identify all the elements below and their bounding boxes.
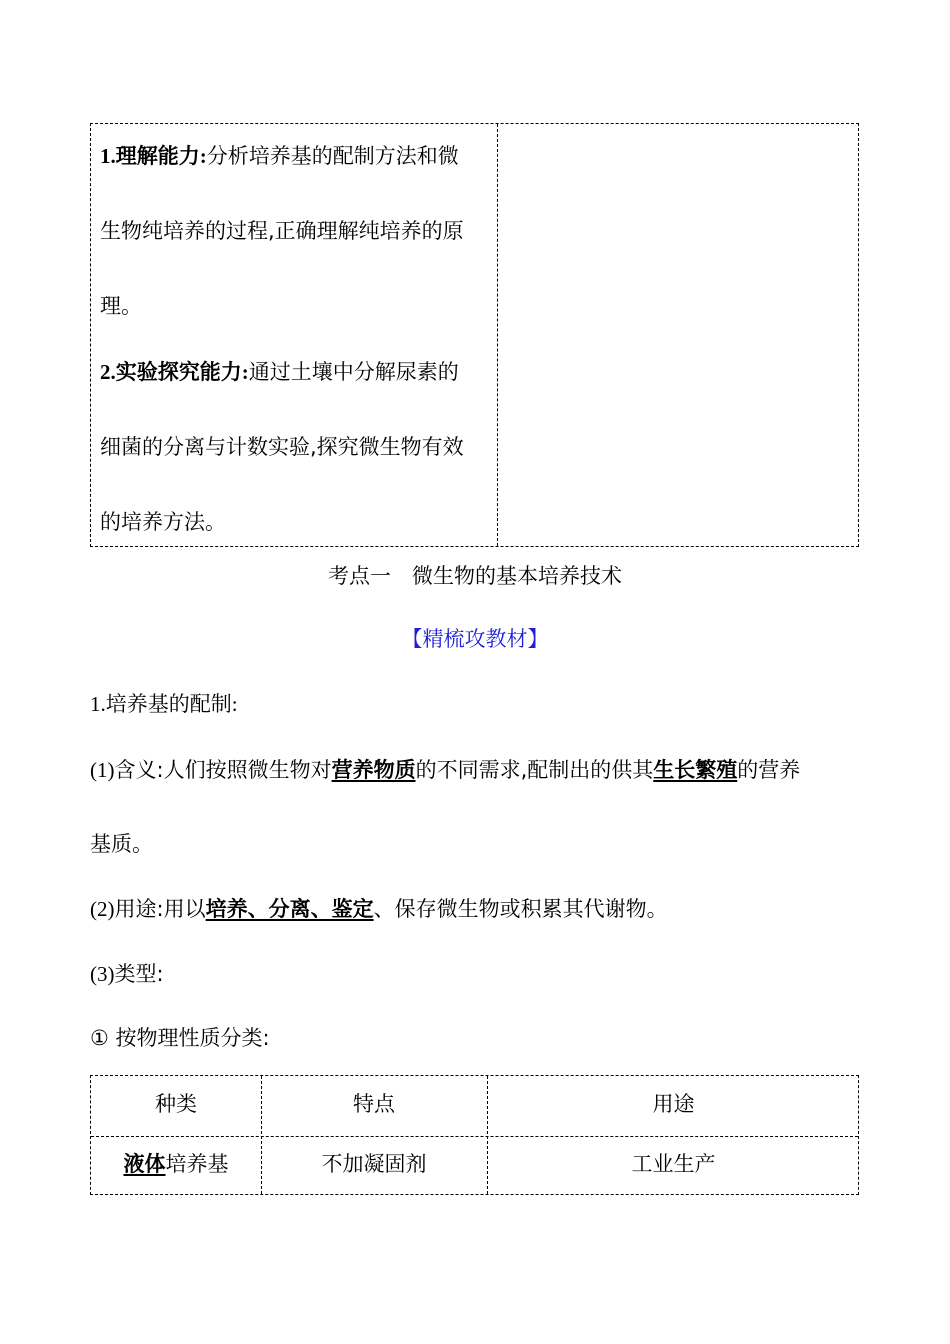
para-1: 1.培养基的配制:: [90, 692, 238, 716]
header-kind: 种类: [155, 1092, 197, 1116]
ability-2-line-2: 细菌的分离与计数实验,探究微生物有效: [100, 435, 464, 459]
para-5: ① 按物理性质分类:: [90, 1026, 270, 1050]
table-divider: [497, 124, 498, 546]
ability-1-line-2: 生物纯培养的过程,正确理解纯培养的原: [100, 219, 464, 243]
ability-2-line-1: 2.实验探究能力:通过土壤中分解尿素的: [100, 360, 459, 384]
para-4: (3)类型:: [90, 962, 164, 986]
cell-feature: 不加凝固剂: [321, 1152, 427, 1176]
keyword-uses: 培养、分离、鉴定: [205, 897, 374, 921]
ability-1-line-1: 1.理解能力:分析培养基的配制方法和微: [100, 144, 459, 168]
para-2-line-2: 基质。: [90, 832, 153, 856]
cell-kind: 液体培养基: [123, 1152, 229, 1176]
ability-table: [90, 123, 859, 547]
ability-1-line-3: 理。: [100, 294, 142, 318]
cell-use: 工业生产: [631, 1152, 716, 1176]
classify-table: [90, 1075, 859, 1195]
keyword-growth: 生长繁殖: [653, 758, 738, 782]
para-2-line-1: (1)含义:人们按照微生物对营养物质的不同需求,配制出的供其生长繁殖的营养: [90, 758, 801, 782]
para-3: (2)用途:用以培养、分离、鉴定、保存微生物或积累其代谢物。: [90, 897, 668, 921]
sub-heading: 【精梳攻教材】: [401, 627, 549, 651]
header-feature: 特点: [353, 1092, 395, 1116]
keyword-nutrients: 营养物质: [331, 758, 416, 782]
ability-cell: [100, 138, 492, 541]
header-use: 用途: [652, 1092, 695, 1116]
ability-2-line-3: 的培养方法。: [100, 510, 226, 534]
ability-2-label: 2.实验探究能力:: [100, 360, 249, 384]
ability-1-label: 1.理解能力:: [100, 144, 207, 168]
section-title: 考点一 微生物的基本培养技术: [328, 564, 622, 588]
